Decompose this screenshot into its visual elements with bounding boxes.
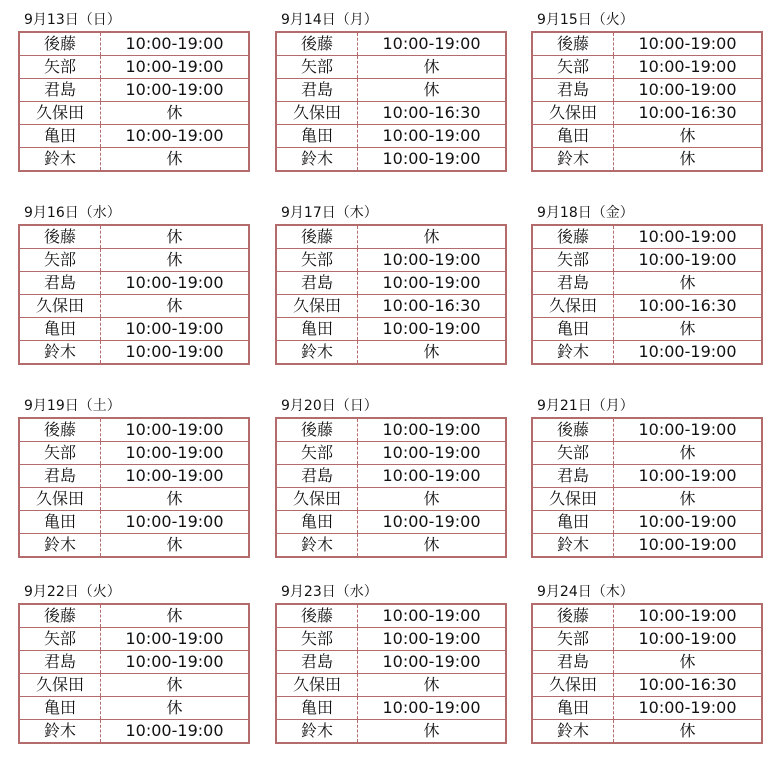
day-date: 9月21日（月） — [537, 398, 634, 414]
shift-hours: 10:00-19:00 — [101, 442, 250, 465]
shift-hours: 10:00-19:00 — [358, 318, 507, 341]
staff-name: 後藤 — [276, 604, 358, 628]
shift-hours: 休 — [166, 149, 183, 168]
staff-name: 君島 — [276, 651, 358, 674]
table-row — [532, 225, 762, 249]
table-row — [276, 341, 506, 365]
shift-hours: 休 — [101, 604, 250, 628]
table-row — [276, 488, 506, 511]
staff-name: 亀田 — [19, 511, 101, 534]
staff-name: 亀田 — [532, 511, 614, 534]
day-block — [18, 398, 250, 558]
shift-hours: 10:00-19:00 — [358, 418, 507, 442]
staff-name: 君島 — [276, 79, 358, 102]
staff-name: 鈴木 — [19, 148, 101, 172]
table-row — [276, 225, 506, 249]
table-row — [19, 102, 249, 125]
shift-hours: 休 — [614, 488, 763, 511]
day-date: 9月17日（木） — [281, 205, 378, 221]
table-row — [532, 318, 762, 341]
staff-name: 久保田 — [532, 674, 614, 697]
day-block — [275, 398, 507, 558]
shift-hours: 10:00-19:00 — [125, 721, 224, 740]
shift-hours: 休 — [358, 56, 507, 79]
shift-hours: 休 — [101, 674, 250, 697]
staff-name: 亀田 — [532, 125, 614, 148]
shift-hours: 10:00-19:00 — [101, 318, 250, 341]
day-block — [275, 12, 507, 172]
shift-hours: 10:00-16:30 — [614, 674, 763, 697]
shift-hours: 10:00-19:00 — [358, 465, 507, 488]
staff-name: 鈴木 — [19, 534, 101, 558]
shift-hours: 10:00-19:00 — [101, 56, 250, 79]
staff-name: 矢部 — [276, 249, 358, 272]
shift-hours: 10:00-19:00 — [638, 535, 737, 554]
schedule-table — [531, 31, 763, 172]
shift-hours: 10:00-19:00 — [101, 418, 250, 442]
shift-hours: 休 — [358, 488, 507, 511]
shift-hours: 10:00-19:00 — [101, 32, 250, 56]
shift-hours: 10:00-19:00 — [614, 79, 763, 102]
shift-hours: 休 — [614, 318, 763, 341]
shift-hours: 10:00-16:30 — [358, 295, 507, 318]
day-block — [531, 398, 763, 558]
table-row — [532, 511, 762, 534]
table-row — [532, 341, 762, 365]
shift-hours: 10:00-16:30 — [614, 102, 763, 125]
table-row — [19, 249, 249, 272]
staff-name: 後藤 — [532, 418, 614, 442]
day-date: 9月19日（土） — [24, 398, 121, 414]
day-date: 9月23日（水） — [281, 584, 378, 600]
staff-name: 亀田 — [276, 511, 358, 534]
day-date: 9月14日（月） — [281, 12, 378, 28]
staff-name: 久保田 — [276, 488, 358, 511]
table-row — [19, 79, 249, 102]
shift-hours: 10:00-19:00 — [358, 651, 507, 674]
shift-hours: 休 — [101, 249, 250, 272]
staff-name: 後藤 — [19, 32, 101, 56]
table-row — [19, 651, 249, 674]
table-row — [276, 79, 506, 102]
table-row — [276, 102, 506, 125]
staff-name: 後藤 — [532, 225, 614, 249]
day-block — [18, 205, 250, 365]
shift-hours: 10:00-19:00 — [358, 628, 507, 651]
table-row — [19, 511, 249, 534]
shift-hours: 10:00-19:00 — [382, 149, 481, 168]
table-row — [532, 674, 762, 697]
table-row — [19, 720, 249, 744]
staff-name: 君島 — [532, 79, 614, 102]
schedule-table — [18, 417, 250, 558]
shift-hours: 休 — [679, 721, 696, 740]
shift-hours: 10:00-19:00 — [614, 225, 763, 249]
schedule-table — [275, 31, 507, 172]
schedule-table — [18, 224, 250, 365]
staff-name: 矢部 — [532, 628, 614, 651]
shift-hours: 10:00-19:00 — [358, 697, 507, 720]
day-date: 9月20日（日） — [281, 398, 378, 414]
staff-name: 亀田 — [276, 125, 358, 148]
staff-name: 鈴木 — [19, 341, 101, 365]
table-row — [532, 465, 762, 488]
staff-name: 久保田 — [19, 488, 101, 511]
staff-name: 鈴木 — [532, 720, 614, 744]
table-row — [532, 418, 762, 442]
table-row — [276, 511, 506, 534]
shift-hours: 10:00-19:00 — [101, 272, 250, 295]
staff-name: 久保田 — [19, 102, 101, 125]
shift-hours: 休 — [423, 721, 440, 740]
table-row — [19, 341, 249, 365]
staff-name: 亀田 — [532, 318, 614, 341]
table-row — [19, 295, 249, 318]
shift-hours: 10:00-19:00 — [101, 79, 250, 102]
shift-hours: 休 — [679, 149, 696, 168]
shift-hours: 休 — [101, 225, 250, 249]
table-row — [19, 225, 249, 249]
table-row — [19, 56, 249, 79]
staff-name: 後藤 — [276, 225, 358, 249]
shift-hours: 休 — [166, 535, 183, 554]
staff-name: 鈴木 — [532, 341, 614, 365]
staff-name: 後藤 — [276, 418, 358, 442]
staff-name: 久保田 — [276, 102, 358, 125]
day-block — [531, 12, 763, 172]
staff-name: 君島 — [532, 465, 614, 488]
table-row — [532, 102, 762, 125]
schedule-table — [18, 31, 250, 172]
table-row — [276, 442, 506, 465]
shift-hours: 10:00-19:00 — [358, 604, 507, 628]
staff-name: 矢部 — [19, 56, 101, 79]
shift-hours: 10:00-19:00 — [101, 125, 250, 148]
shift-hours: 10:00-19:00 — [614, 465, 763, 488]
table-row — [19, 442, 249, 465]
staff-name: 鈴木 — [532, 148, 614, 172]
table-row — [19, 465, 249, 488]
table-row — [276, 418, 506, 442]
staff-name: 久保田 — [19, 295, 101, 318]
staff-name: 久保田 — [532, 102, 614, 125]
shift-hours: 10:00-19:00 — [358, 32, 507, 56]
shift-hours: 10:00-19:00 — [358, 272, 507, 295]
table-row — [532, 56, 762, 79]
schedule-table — [531, 224, 763, 365]
table-row — [532, 295, 762, 318]
schedule-table — [531, 603, 763, 744]
day-date: 9月15日（火） — [537, 12, 634, 28]
day-block — [531, 205, 763, 365]
table-row — [532, 79, 762, 102]
shift-hours: 10:00-19:00 — [638, 342, 737, 361]
table-row — [19, 32, 249, 56]
day-date: 9月24日（木） — [537, 584, 634, 600]
shift-hours: 休 — [614, 272, 763, 295]
shift-hours: 10:00-19:00 — [614, 628, 763, 651]
table-row — [532, 604, 762, 628]
staff-name: 矢部 — [19, 249, 101, 272]
day-block — [531, 584, 763, 744]
staff-name: 後藤 — [19, 604, 101, 628]
staff-name: 久保田 — [276, 674, 358, 697]
staff-name: 鈴木 — [532, 534, 614, 558]
shift-hours: 10:00-19:00 — [614, 418, 763, 442]
staff-name: 後藤 — [19, 418, 101, 442]
table-row — [276, 295, 506, 318]
table-row — [276, 272, 506, 295]
staff-name: 亀田 — [276, 697, 358, 720]
table-row — [276, 674, 506, 697]
shift-hours: 休 — [614, 125, 763, 148]
staff-name: 矢部 — [532, 442, 614, 465]
table-row — [276, 651, 506, 674]
table-row — [19, 697, 249, 720]
shift-hours: 10:00-19:00 — [614, 32, 763, 56]
schedule-table — [18, 603, 250, 744]
table-row — [532, 534, 762, 558]
staff-name: 鈴木 — [276, 534, 358, 558]
table-row — [19, 148, 249, 172]
shift-hours: 10:00-19:00 — [358, 511, 507, 534]
table-row — [532, 720, 762, 744]
staff-name: 後藤 — [19, 225, 101, 249]
table-row — [19, 628, 249, 651]
table-row — [19, 318, 249, 341]
table-row — [19, 125, 249, 148]
shift-hours: 10:00-19:00 — [358, 125, 507, 148]
day-date: 9月16日（水） — [24, 205, 121, 221]
staff-name: 亀田 — [19, 318, 101, 341]
day-date: 9月18日（金） — [537, 205, 634, 221]
shift-hours: 休 — [101, 697, 250, 720]
table-row — [532, 488, 762, 511]
staff-name: 後藤 — [276, 32, 358, 56]
table-row — [19, 534, 249, 558]
staff-name: 久保田 — [19, 674, 101, 697]
table-row — [276, 534, 506, 558]
staff-name: 矢部 — [276, 628, 358, 651]
shift-hours: 10:00-19:00 — [358, 442, 507, 465]
shift-hours: 10:00-19:00 — [125, 342, 224, 361]
day-date: 9月13日（日） — [24, 12, 121, 28]
day-block — [275, 584, 507, 744]
day-block — [18, 12, 250, 172]
staff-name: 君島 — [19, 79, 101, 102]
staff-name: 君島 — [19, 272, 101, 295]
shift-hours: 10:00-19:00 — [614, 56, 763, 79]
staff-name: 君島 — [276, 272, 358, 295]
table-row — [276, 32, 506, 56]
shift-hours: 休 — [423, 535, 440, 554]
table-row — [276, 720, 506, 744]
table-row — [276, 604, 506, 628]
staff-name: 矢部 — [276, 56, 358, 79]
shift-hours: 休 — [358, 225, 507, 249]
staff-name: 君島 — [276, 465, 358, 488]
table-row — [532, 125, 762, 148]
table-row — [532, 148, 762, 172]
shift-hours: 10:00-19:00 — [614, 697, 763, 720]
schedule-table — [275, 603, 507, 744]
table-row — [19, 604, 249, 628]
staff-name: 鈴木 — [276, 720, 358, 744]
staff-name: 君島 — [532, 651, 614, 674]
staff-name: 鈴木 — [276, 148, 358, 172]
table-row — [19, 418, 249, 442]
staff-name: 亀田 — [19, 125, 101, 148]
table-row — [532, 442, 762, 465]
staff-name: 鈴木 — [276, 341, 358, 365]
staff-name: 矢部 — [19, 628, 101, 651]
staff-name: 久保田 — [276, 295, 358, 318]
shift-hours: 10:00-19:00 — [614, 249, 763, 272]
table-row — [19, 272, 249, 295]
shift-hours: 10:00-19:00 — [358, 249, 507, 272]
table-row — [276, 318, 506, 341]
table-row — [532, 651, 762, 674]
table-row — [276, 628, 506, 651]
table-row — [532, 697, 762, 720]
shift-hours: 10:00-19:00 — [101, 651, 250, 674]
staff-name: 矢部 — [19, 442, 101, 465]
shift-hours: 10:00-19:00 — [101, 628, 250, 651]
table-row — [276, 249, 506, 272]
shift-hours: 休 — [614, 651, 763, 674]
staff-name: 鈴木 — [19, 720, 101, 744]
staff-name: 亀田 — [19, 697, 101, 720]
shift-hours: 10:00-16:30 — [358, 102, 507, 125]
table-row — [19, 674, 249, 697]
staff-name: 久保田 — [532, 488, 614, 511]
table-row — [276, 697, 506, 720]
staff-name: 亀田 — [532, 697, 614, 720]
staff-name: 亀田 — [276, 318, 358, 341]
staff-name: 矢部 — [276, 442, 358, 465]
table-row — [276, 56, 506, 79]
schedule-table — [275, 417, 507, 558]
shift-hours: 休 — [358, 79, 507, 102]
shift-hours: 休 — [101, 488, 250, 511]
shift-hours: 10:00-19:00 — [614, 511, 763, 534]
schedule-table — [531, 417, 763, 558]
staff-name: 矢部 — [532, 56, 614, 79]
shift-hours: 10:00-19:00 — [101, 511, 250, 534]
table-row — [276, 125, 506, 148]
shift-hours: 休 — [101, 295, 250, 318]
table-row — [19, 488, 249, 511]
schedule-table — [275, 224, 507, 365]
shift-hours: 休 — [358, 674, 507, 697]
staff-name: 後藤 — [532, 604, 614, 628]
shift-hours: 10:00-16:30 — [614, 295, 763, 318]
table-row — [532, 249, 762, 272]
staff-name: 君島 — [19, 465, 101, 488]
day-block — [18, 584, 250, 744]
staff-name: 久保田 — [532, 295, 614, 318]
table-row — [276, 465, 506, 488]
table-row — [532, 272, 762, 295]
day-block — [275, 205, 507, 365]
table-row — [532, 628, 762, 651]
table-row — [532, 32, 762, 56]
shift-hours: 休 — [614, 442, 763, 465]
shift-hours: 休 — [423, 342, 440, 361]
staff-name: 君島 — [532, 272, 614, 295]
staff-name: 矢部 — [532, 249, 614, 272]
day-date: 9月22日（火） — [24, 584, 121, 600]
shift-hours: 10:00-19:00 — [101, 465, 250, 488]
staff-name: 君島 — [19, 651, 101, 674]
shift-hours: 休 — [101, 102, 250, 125]
shift-hours: 10:00-19:00 — [614, 604, 763, 628]
staff-name: 後藤 — [532, 32, 614, 56]
table-row — [276, 148, 506, 172]
